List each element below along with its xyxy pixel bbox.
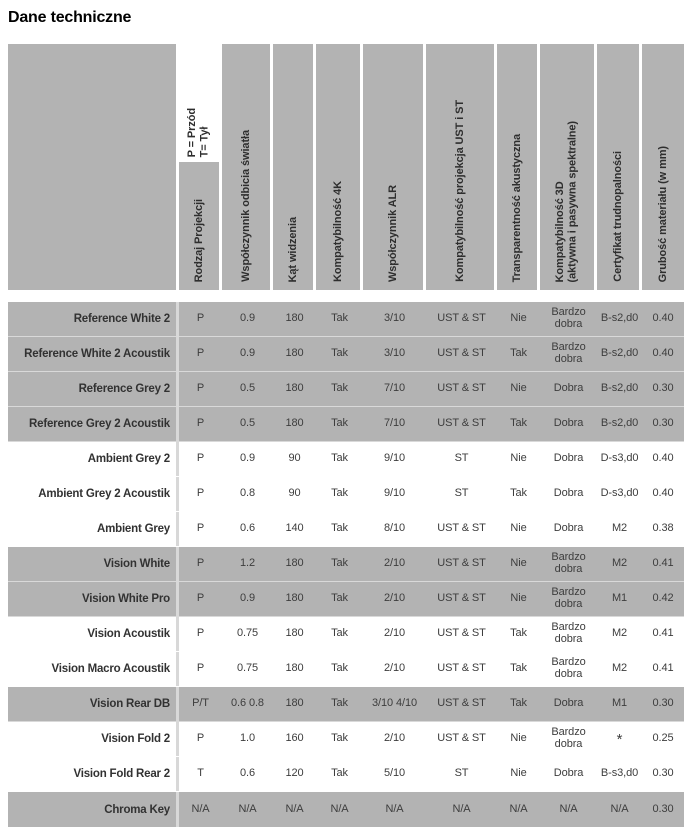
table-cell: Tak bbox=[331, 417, 348, 430]
table-cell: P bbox=[196, 312, 205, 325]
table-cell: 0.25 bbox=[652, 732, 674, 745]
table-cell: Dobra bbox=[553, 697, 584, 710]
column-header-label: Grubość materiału (w mm) bbox=[656, 145, 669, 282]
table-cell: Dobra bbox=[553, 452, 584, 465]
table-cell: Bardzo dobra bbox=[551, 656, 586, 680]
table-cell: 0.30 bbox=[652, 382, 674, 395]
header-product-column bbox=[8, 44, 176, 290]
table-row bbox=[8, 337, 684, 372]
table-cell: UST & ST bbox=[437, 347, 486, 360]
table-cell: 1.0 bbox=[240, 732, 255, 745]
table-cell: Tak bbox=[331, 382, 348, 395]
table-cell: P bbox=[196, 347, 205, 360]
table-cell: M2 bbox=[611, 522, 628, 535]
table-cell: N/A bbox=[238, 802, 257, 815]
table-cell: Bardzo dobra bbox=[551, 621, 586, 645]
table-cell: 0.75 bbox=[236, 627, 258, 640]
table-cell: 2/10 bbox=[383, 557, 405, 570]
table-cell: Tak bbox=[331, 557, 348, 570]
table-cell: Nie bbox=[510, 522, 527, 535]
table-cell: B-s2,d0 bbox=[600, 382, 639, 395]
table-cell: 2/10 bbox=[383, 662, 405, 675]
product-name: Vision White bbox=[103, 558, 170, 570]
table-cell: P bbox=[196, 592, 205, 605]
table-cell: M1 bbox=[611, 697, 628, 710]
table-cell: 8/10 bbox=[383, 522, 405, 535]
table-cell: P/T bbox=[192, 697, 209, 710]
table-cell: B-s2,d0 bbox=[600, 312, 639, 325]
table-cell: 2/10 bbox=[383, 732, 405, 745]
table-cell: 180 bbox=[285, 382, 304, 395]
table-cell: D-s3,d0 bbox=[600, 452, 639, 465]
table-cell: 0.41 bbox=[652, 662, 674, 675]
table-cell: 0.5 bbox=[240, 382, 255, 395]
table-cell: Bardzo dobra bbox=[551, 551, 586, 575]
table-cell: M2 bbox=[611, 557, 628, 570]
product-name: Reference White 2 bbox=[73, 313, 170, 325]
table-cell: Tak bbox=[331, 662, 348, 675]
table-cell: Tak bbox=[331, 312, 348, 325]
header-column bbox=[597, 44, 639, 290]
product-name: Ambient Grey bbox=[96, 523, 170, 535]
column-header-label: Certyfikat trudnopalności bbox=[611, 151, 624, 282]
table-cell: P bbox=[196, 452, 205, 465]
legend-line-front: P = Przód bbox=[186, 107, 199, 157]
table-cell: Tak bbox=[510, 487, 527, 500]
table-cell: Tak bbox=[510, 627, 527, 640]
table-cell: Nie bbox=[510, 452, 527, 465]
table-cell: 0.6 0.8 bbox=[231, 697, 264, 710]
table-cell: N/A bbox=[330, 802, 349, 815]
table-cell: Nie bbox=[510, 312, 527, 325]
table-cell: 0.30 bbox=[652, 802, 674, 815]
table-cell: Tak bbox=[510, 697, 527, 710]
table-cell: N/A bbox=[559, 802, 578, 815]
table-row bbox=[8, 407, 684, 442]
header-column bbox=[426, 44, 494, 290]
table-row bbox=[8, 687, 684, 722]
table-cell: 0.30 bbox=[652, 417, 674, 430]
product-name: Chroma Key bbox=[104, 803, 170, 816]
table-cell: N/A bbox=[385, 802, 404, 815]
table-cell: P bbox=[196, 522, 205, 535]
table-cell: 7/10 bbox=[383, 382, 405, 395]
table-cell: 0.6 bbox=[240, 522, 255, 535]
table-cell: 0.9 bbox=[240, 452, 255, 465]
table-cell: Nie bbox=[510, 557, 527, 570]
table-row bbox=[8, 617, 684, 652]
column-header-label: Współczynnik odbicia światła bbox=[239, 130, 252, 282]
column-header-label: Kompatybilność 3D (aktywna i pasywna spektralne) bbox=[554, 120, 579, 282]
table-cell: N/A bbox=[610, 802, 629, 815]
table-cell: 0.6 bbox=[240, 767, 255, 780]
column-header-label: Kompatybilność 4K bbox=[331, 181, 344, 282]
table-cell: D-s3,d0 bbox=[600, 487, 639, 500]
table-cell: T bbox=[197, 767, 204, 780]
table-cell: P bbox=[196, 557, 205, 570]
table-cell: Tak bbox=[331, 767, 348, 780]
table-cell: Tak bbox=[510, 347, 527, 360]
table-cell: 180 bbox=[285, 417, 304, 430]
table-row bbox=[8, 512, 684, 547]
table-cell: 160 bbox=[285, 732, 304, 745]
table-cell: 90 bbox=[288, 452, 301, 465]
projection-legend-text bbox=[186, 108, 211, 157]
product-name: Vision White Pro bbox=[82, 593, 170, 605]
table-cell: Bardzo dobra bbox=[551, 341, 586, 365]
header-column bbox=[316, 44, 360, 290]
header-column bbox=[497, 44, 537, 290]
table-cell: 0.40 bbox=[652, 347, 674, 360]
table-cell: UST & ST bbox=[437, 627, 486, 640]
table-cell: UST & ST bbox=[437, 592, 486, 605]
table-cell: 180 bbox=[285, 347, 304, 360]
table-cell: 0.40 bbox=[652, 452, 674, 465]
table-row bbox=[8, 582, 684, 617]
table-row bbox=[8, 792, 684, 827]
table-cell: UST & ST bbox=[437, 312, 486, 325]
header-column-rodzaj-projekcji bbox=[179, 44, 219, 290]
table-cell: N/A bbox=[452, 802, 471, 815]
header-column bbox=[642, 44, 684, 290]
table-cell: P bbox=[196, 382, 205, 395]
table-cell: 140 bbox=[285, 522, 304, 535]
table-cell: P bbox=[196, 732, 205, 745]
table-row bbox=[8, 302, 684, 337]
product-name: Ambient Grey 2 bbox=[87, 453, 170, 465]
table-cell: 180 bbox=[285, 627, 304, 640]
table-cell: B-s2,d0 bbox=[600, 417, 639, 430]
table-cell: M2 bbox=[611, 662, 628, 675]
table-cell: Bardzo dobra bbox=[551, 586, 586, 610]
table-cell: 180 bbox=[285, 312, 304, 325]
table-cell: UST & ST bbox=[437, 732, 486, 745]
product-name: Ambient Grey 2 Acoustik bbox=[38, 488, 170, 500]
table-cell: 9/10 bbox=[383, 487, 405, 500]
table-cell: 9/10 bbox=[383, 452, 405, 465]
table-cell: Tak bbox=[510, 417, 527, 430]
table-cell: 0.30 bbox=[652, 697, 674, 710]
table-cell: Tak bbox=[510, 662, 527, 675]
table-cell: Dobra bbox=[553, 382, 584, 395]
table-cell: 0.42 bbox=[652, 592, 674, 605]
table-cell: 0.30 bbox=[652, 767, 674, 780]
table-cell: 0.8 bbox=[240, 487, 255, 500]
table-cell: N/A bbox=[509, 802, 528, 815]
table-cell: M2 bbox=[611, 627, 628, 640]
table-cell: 2/10 bbox=[383, 627, 405, 640]
table-row bbox=[8, 372, 684, 407]
product-name: Vision Fold 2 bbox=[101, 733, 170, 745]
table-cell: 3/10 4/10 bbox=[372, 697, 417, 710]
table-cell: UST & ST bbox=[437, 662, 486, 675]
column-header-label: Rodzaj Projekcji bbox=[192, 198, 205, 282]
table-row bbox=[8, 442, 684, 477]
table-cell: UST & ST bbox=[437, 417, 486, 430]
projection-legend bbox=[179, 44, 219, 162]
table-cell: Tak bbox=[331, 487, 348, 500]
table-cell: B-s2,d0 bbox=[600, 347, 639, 360]
product-name: Vision Acoustik bbox=[87, 628, 170, 640]
product-name: Reference White 2 Acoustik bbox=[24, 348, 170, 360]
table-row bbox=[8, 652, 684, 687]
table-cell: 0.38 bbox=[652, 522, 674, 535]
column-header-label: Kąt widzenia bbox=[286, 216, 299, 282]
table-cell: UST & ST bbox=[437, 697, 486, 710]
table-cell: Nie bbox=[510, 732, 527, 745]
header-column bbox=[540, 44, 594, 290]
header-column bbox=[222, 44, 270, 290]
product-name: Vision Rear DB bbox=[89, 698, 170, 710]
table-cell: Nie bbox=[510, 382, 527, 395]
table-cell: Tak bbox=[331, 732, 348, 745]
table-cell: 7/10 bbox=[383, 417, 405, 430]
table-cell: 0.40 bbox=[652, 312, 674, 325]
table-cell: Tak bbox=[331, 627, 348, 640]
column-header-label: Współczynnik ALR bbox=[386, 185, 399, 282]
table-cell: ST bbox=[454, 487, 469, 500]
table-cell: Nie bbox=[510, 767, 527, 780]
table-cell: 180 bbox=[285, 697, 304, 710]
table-cell: 0.9 bbox=[240, 347, 255, 360]
table-cell: 0.41 bbox=[652, 627, 674, 640]
table-cell: Tak bbox=[331, 347, 348, 360]
table-cell: P bbox=[196, 487, 205, 500]
header-label-area bbox=[179, 162, 219, 290]
table-cell: Dobra bbox=[553, 487, 584, 500]
table-cell: 3/10 bbox=[383, 312, 405, 325]
table-cell: 3/10 bbox=[383, 347, 405, 360]
table-cell: 0.5 bbox=[240, 417, 255, 430]
table-row bbox=[8, 722, 684, 757]
table-cell: 180 bbox=[285, 592, 304, 605]
table-cell: Tak bbox=[331, 452, 348, 465]
table-cell: 0.41 bbox=[652, 557, 674, 570]
header-column bbox=[273, 44, 313, 290]
table-cell: Dobra bbox=[553, 767, 584, 780]
table-cell: Bardzo dobra bbox=[551, 726, 586, 750]
table-cell: P bbox=[196, 627, 205, 640]
legend-line-rear: T= Tył bbox=[199, 126, 211, 157]
table-row bbox=[8, 547, 684, 582]
table-cell: P bbox=[196, 662, 205, 675]
table-row bbox=[8, 477, 684, 512]
table-cell: 0.75 bbox=[236, 662, 258, 675]
page-title: Dane techniczne bbox=[8, 9, 132, 26]
table-cell: UST & ST bbox=[437, 522, 486, 535]
table-cell: UST & ST bbox=[437, 382, 486, 395]
table-body bbox=[8, 302, 684, 827]
table-row bbox=[8, 757, 684, 792]
table-cell: 0.9 bbox=[240, 592, 255, 605]
table-cell: 120 bbox=[285, 767, 304, 780]
product-name: Vision Fold Rear 2 bbox=[73, 768, 170, 780]
table-cell: UST & ST bbox=[437, 557, 486, 570]
table-cell: Dobra bbox=[553, 522, 584, 535]
table-cell: 180 bbox=[285, 557, 304, 570]
table-cell: N/A bbox=[191, 802, 210, 815]
column-header-label: Kompatybilność projekcja UST i ST bbox=[453, 100, 466, 282]
table-cell: Tak bbox=[331, 697, 348, 710]
table-header bbox=[8, 44, 684, 290]
table-cell: Bardzo dobra bbox=[551, 306, 586, 330]
table-cell: P bbox=[196, 417, 205, 430]
table-cell: Tak bbox=[331, 522, 348, 535]
table-cell: Dobra bbox=[553, 417, 584, 430]
header-column bbox=[363, 44, 423, 290]
table-cell: 0.9 bbox=[240, 312, 255, 325]
table-cell: 0.40 bbox=[652, 487, 674, 500]
table-cell: ST bbox=[454, 452, 469, 465]
tech-spec-table bbox=[8, 44, 684, 827]
table-cell: ST bbox=[454, 767, 469, 780]
table-cell: * bbox=[616, 730, 623, 748]
product-name: Reference Grey 2 Acoustik bbox=[29, 418, 170, 430]
table-cell: 1.2 bbox=[240, 557, 255, 570]
product-name: Reference Grey 2 bbox=[78, 383, 170, 395]
table-cell: 90 bbox=[288, 487, 301, 500]
column-header-label: Transparentność akustyczna bbox=[510, 133, 523, 282]
table-cell: N/A bbox=[285, 802, 304, 815]
product-name: Vision Macro Acoustik bbox=[51, 663, 170, 675]
table-cell: 5/10 bbox=[383, 767, 405, 780]
table-cell: 2/10 bbox=[383, 592, 405, 605]
table-cell: 180 bbox=[285, 662, 304, 675]
table-cell: M1 bbox=[611, 592, 628, 605]
table-cell: Nie bbox=[510, 592, 527, 605]
table-cell: Tak bbox=[331, 592, 348, 605]
table-cell: B-s3,d0 bbox=[600, 767, 639, 780]
